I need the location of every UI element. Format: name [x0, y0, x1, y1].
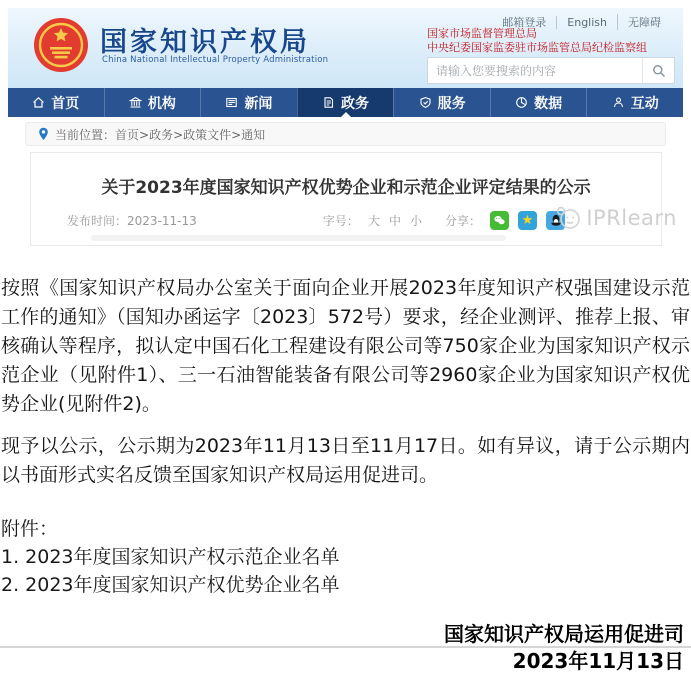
watermark [554, 203, 677, 233]
interaction-icon [612, 96, 625, 109]
article-tools [323, 211, 565, 230]
paragraph: 现予以公示，公示期为2023年11月13日至11月17日。如有异议，请于公示期内以书面形式实名反馈至国家知识产权局运用促进司。 [1, 435, 690, 486]
breadcrumb-label: 当前位置： [55, 127, 116, 142]
nav-item-institution[interactable]: 机构 [104, 88, 201, 117]
font-size-small-button[interactable]: 小 [409, 214, 422, 228]
divider [91, 235, 506, 241]
signature-block [1, 621, 690, 675]
page-title: 关于2023年度国家知识产权优势企业和示范企业评定结果的公示 [101, 178, 591, 198]
watermark-text: IPRlearn [586, 206, 677, 230]
publish-date: 2023-11-13 [127, 214, 197, 228]
agency-name-en: China National Intellectual Property Administration [102, 55, 329, 65]
article-body [1, 274, 690, 675]
qzone-icon[interactable]: ★ [518, 211, 537, 230]
nav-item-service[interactable]: 服务 [393, 88, 490, 117]
government-affairs-icon [322, 96, 335, 109]
related-site-links [427, 27, 647, 55]
attachments [1, 515, 690, 599]
attachment-link-1[interactable]: 1. 2023年度国家知识产权示范企业名单 [1, 546, 340, 568]
attachments-label: 附件： [1, 518, 59, 540]
data-icon [515, 96, 528, 109]
iprlearn-logo-icon [554, 203, 584, 233]
news-icon [225, 96, 238, 109]
institution-icon [129, 96, 142, 109]
paragraph: 按照《国家知识产权局办公室关于面向企业开展2023年度知识产权强国建设示范工作的通知》（国知办函运字〔2023〕572号）要求，经企业测评、推荐上报、审核确认等程序，拟认定中国石化工程建设有限公司等750家企业为国家知识产权示范企业（见附件1）、三一石油智能装备有限公司等2960家企业为国家知识产权优势企业(见附件2)。 [1, 277, 690, 415]
article-meta [67, 211, 565, 230]
share-label: 分享： [444, 214, 481, 228]
search-input[interactable] [428, 58, 642, 83]
font-size-label: 字号： [322, 214, 359, 228]
location-pin-icon [38, 127, 49, 141]
breadcrumb [25, 122, 666, 146]
search-box [427, 57, 675, 84]
search-button[interactable] [642, 58, 674, 83]
breadcrumb-path[interactable]: 首页>政务>政策文件>通知 [115, 127, 266, 142]
wechat-icon[interactable] [490, 211, 509, 230]
national-emblem-icon [33, 17, 89, 73]
main-nav [8, 88, 683, 117]
service-icon [419, 96, 432, 109]
site-header [8, 8, 683, 88]
english-link[interactable]: English [556, 16, 617, 29]
agency-name: 国家知识产权局 [100, 27, 310, 58]
discipline-inspection-link[interactable]: 中央纪委国家监委驻市场监管总局纪检监察组 [427, 41, 647, 54]
signature-department: 国家知识产权局运用促进司 [444, 622, 684, 646]
search-icon [652, 64, 666, 78]
samr-link[interactable]: 国家市场监督管理总局 [427, 27, 537, 40]
publish-time: 发布时间：2023-11-13 [67, 214, 197, 228]
divider [0, 646, 691, 648]
accessibility-link[interactable]: 无障碍 [617, 14, 671, 30]
home-icon [32, 96, 45, 109]
font-size-medium-button[interactable]: 中 [388, 214, 401, 228]
nav-item-government-affairs[interactable]: 政务 [297, 88, 394, 117]
attachment-link-2[interactable]: 2. 2023年度国家知识产权优势企业名单 [1, 574, 340, 596]
nav-item-news[interactable]: 新闻 [200, 88, 297, 117]
nav-item-interaction[interactable]: 互动 [586, 88, 683, 117]
nav-item-home[interactable]: 首页 [8, 88, 104, 117]
mail-login-link[interactable]: 邮箱登录 [502, 16, 547, 29]
nav-item-data[interactable]: 数据 [490, 88, 587, 117]
font-size-large-button[interactable]: 大 [367, 214, 380, 228]
signature-date: 2023年11月13日 [512, 649, 684, 673]
